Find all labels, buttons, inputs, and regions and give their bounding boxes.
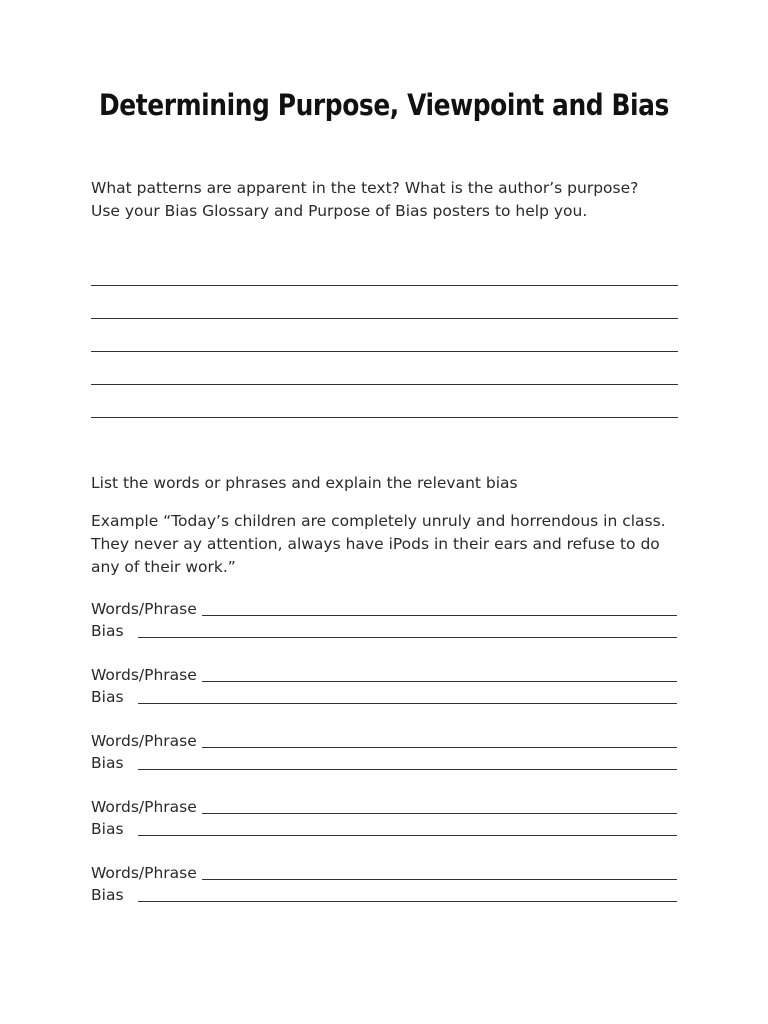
bias-label: Bias bbox=[91, 754, 124, 772]
question-purpose-line-1: What patterns are apparent in the text? What is the author’s purpose? bbox=[91, 179, 639, 197]
answer-line-3[interactable] bbox=[91, 319, 678, 352]
example-line-3: any of their work.” bbox=[91, 558, 236, 576]
answer-line-1[interactable] bbox=[91, 270, 678, 286]
question-purpose bbox=[91, 177, 691, 223]
words-phrase-blank[interactable] bbox=[202, 863, 677, 880]
page-title: Determining Purpose, Viewpoint and Bias bbox=[99, 88, 669, 122]
words-bias-pair-2 bbox=[91, 663, 677, 707]
words-phrase-row bbox=[91, 663, 677, 685]
bias-row bbox=[91, 685, 677, 707]
bias-label: Bias bbox=[91, 622, 124, 640]
words-phrase-row bbox=[91, 861, 677, 883]
bias-blank[interactable] bbox=[138, 621, 677, 638]
words-phrase-blank[interactable] bbox=[202, 599, 677, 616]
words-phrase-blank[interactable] bbox=[202, 731, 677, 748]
example-quote bbox=[91, 510, 691, 579]
words-bias-pair-5 bbox=[91, 861, 677, 905]
words-phrase-label: Words/Phrase bbox=[91, 864, 197, 882]
example-line-2: They never ay attention, always have iPods in their ears and refuse to do bbox=[91, 535, 660, 553]
words-bias-pair-4 bbox=[91, 795, 677, 839]
bias-blank[interactable] bbox=[138, 819, 677, 836]
bias-row bbox=[91, 751, 677, 773]
words-phrase-label: Words/Phrase bbox=[91, 732, 197, 750]
bias-label: Bias bbox=[91, 886, 124, 904]
words-phrase-row bbox=[91, 795, 677, 817]
words-bias-pair-3 bbox=[91, 729, 677, 773]
words-bias-pair-1 bbox=[91, 597, 677, 641]
bias-label: Bias bbox=[91, 820, 124, 838]
words-phrase-blank[interactable] bbox=[202, 797, 677, 814]
bias-row bbox=[91, 883, 677, 905]
answer-line-5[interactable] bbox=[91, 385, 678, 418]
question-purpose-line-2: Use your Bias Glossary and Purpose of Bias posters to help you. bbox=[91, 202, 588, 220]
bias-blank[interactable] bbox=[138, 753, 677, 770]
words-phrase-label: Words/Phrase bbox=[91, 798, 197, 816]
words-phrase-row bbox=[91, 597, 677, 619]
question-bias-list bbox=[91, 472, 691, 495]
words-phrase-label: Words/Phrase bbox=[91, 600, 197, 618]
words-bias-pairs bbox=[91, 597, 677, 927]
bias-blank[interactable] bbox=[138, 687, 677, 704]
bias-label: Bias bbox=[91, 688, 124, 706]
bias-row bbox=[91, 619, 677, 641]
answer-line-2[interactable] bbox=[91, 286, 678, 319]
bias-blank[interactable] bbox=[138, 885, 677, 902]
words-phrase-label: Words/Phrase bbox=[91, 666, 197, 684]
bias-row bbox=[91, 817, 677, 839]
example-line-1: Example “Today’s children are completely unruly and horrendous in class. bbox=[91, 512, 666, 530]
words-phrase-row bbox=[91, 729, 677, 751]
words-phrase-blank[interactable] bbox=[202, 665, 677, 682]
answer-lines bbox=[91, 270, 678, 418]
answer-line-4[interactable] bbox=[91, 352, 678, 385]
question-bias-list-text: List the words or phrases and explain the relevant bias bbox=[91, 474, 518, 492]
